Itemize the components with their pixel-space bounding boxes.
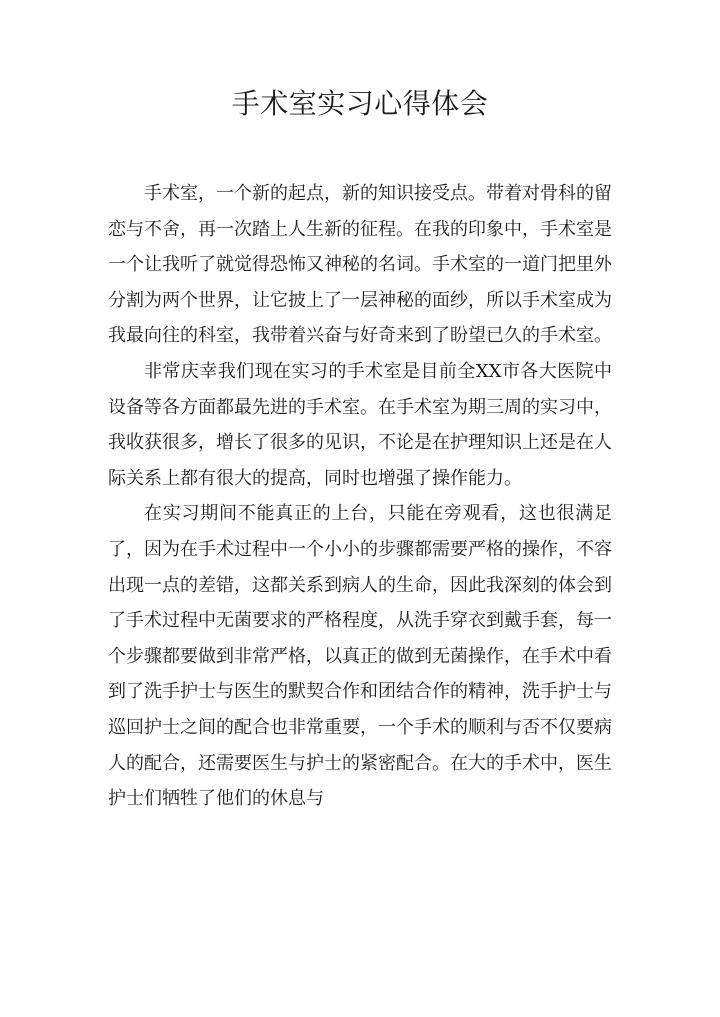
- document-title: 手术室实习心得体会: [231, 87, 489, 120]
- document-body: [108, 176, 612, 817]
- paragraph-3: 在实习期间不能真正的上台，只能在旁观看，这也很满足了，因为在手术过程中一个小小的步骤都需要严格的操作，不容出现一点的差错，这都关系到病人的生命，因此我深刻的体会到了手术过程中无菌要求的严格程度，从洗手穿衣到戴手套，每一个步骤都要做到非常严格，以真正的做到无菌操作，在手术中看到了洗手护士与医生的默契合作和团结合作的精神，洗手护士与巡回护士之间的配合也非常重要，一个手术的顺利与否不仅要病人的配合，还需要医生与护士的紧密配合。在大的手术中，医生护士们牺牲了他们的休息与: [108, 503, 612, 810]
- paragraph-1: 手术室，一个新的起点，新的知识接受点。带着对骨科的留恋与不舍，再一次踏上人生新的征程。在我的印象中，手术室是一个让我听了就觉得恐怖又神秘的名词。手术室的一道门把里外分割为两个世界，让它披上了一层神秘的面纱，所以手术室成为我最向往的科室，我带着兴奋与好奇来到了盼望已久的手术室。: [108, 183, 612, 347]
- paragraph-2: 非常庆幸我们现在实习的手术室是目前全XX市各大医院中设备等各方面都最先进的手术室。在手术室为期三周的实习中，我收获很多，增长了很多的见识，不论是在护理知识上还是在人际关系上都有很大的提高，同时也增强了操作能力。: [108, 360, 612, 489]
